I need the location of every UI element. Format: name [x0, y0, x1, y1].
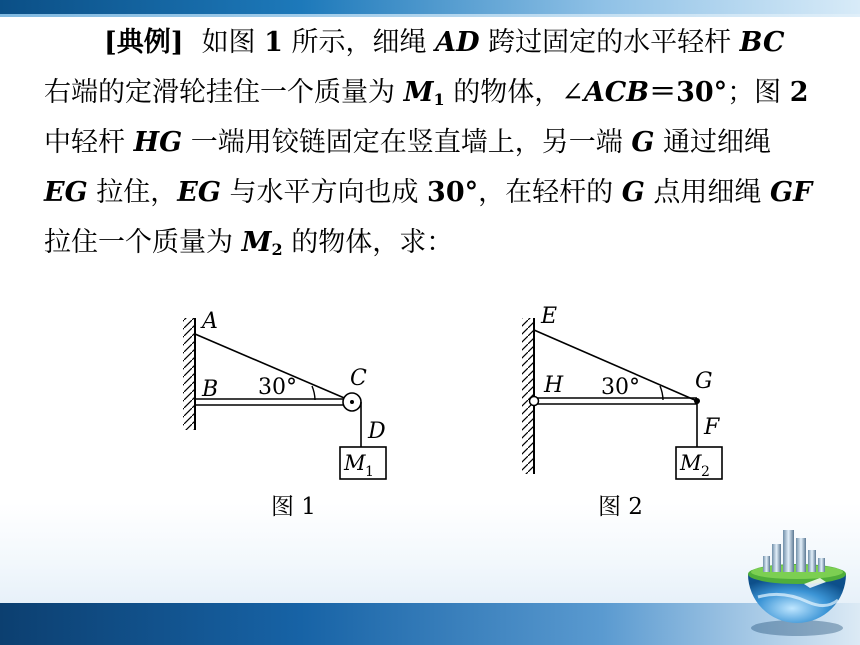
- fig1-angle-arc: [312, 386, 315, 400]
- problem-line-4: EG 拉住，EG 与水平方向也成 30°，在轻杆的 G 点用细绳 GF: [44, 177, 813, 208]
- fig2-label-g: G: [695, 369, 713, 394]
- fig2-mass-label: M: [680, 451, 702, 475]
- fig2-label-e: E: [541, 304, 558, 329]
- fig2-label-f: F: [704, 415, 720, 440]
- fig1-mass-subscript: 1: [365, 464, 374, 480]
- fig2-angle-label: 30°: [601, 375, 640, 400]
- fig2-wall-hatch: [522, 318, 533, 474]
- problem-line-3: 中轻杆 HG 一端用铰链固定在竖直墙上，另一端 G 通过细绳: [44, 127, 771, 158]
- fig2-hinge: [530, 397, 539, 406]
- fig1-label-d: D: [368, 419, 386, 444]
- problem-line-5: 拉住一个质量为 $M_2$ 的物体，求：: [44, 227, 454, 259]
- example-tag: [典例]: [104, 27, 184, 58]
- fig1-angle-label: 30°: [258, 375, 297, 400]
- fig1-mass-label: M: [344, 451, 366, 475]
- fig1-label-c: C: [350, 366, 367, 391]
- bottom-decorative-band: [0, 603, 860, 645]
- problem-line-2: 右端的定滑轮挂住一个质量为 $M_1$ 的物体，∠ACB＝30°；图 2: [44, 77, 809, 109]
- figure-1: [183, 309, 386, 520]
- figure-2: [522, 304, 722, 520]
- fig1-label-a: A: [202, 309, 218, 334]
- fig1-caption: 图 1: [271, 494, 316, 520]
- fig1-label-b: B: [202, 377, 219, 402]
- fig1-wall-hatch: [183, 318, 194, 430]
- fig2-caption: 图 2: [598, 494, 643, 520]
- fig2-label-h: H: [544, 373, 564, 398]
- fig2-mass-subscript: 2: [701, 464, 710, 480]
- problem-line-1: [典例] 如图 1 所示，细绳 AD 跨过固定的水平轻杆 BC: [44, 18, 824, 68]
- globe-city-icon: [738, 522, 856, 642]
